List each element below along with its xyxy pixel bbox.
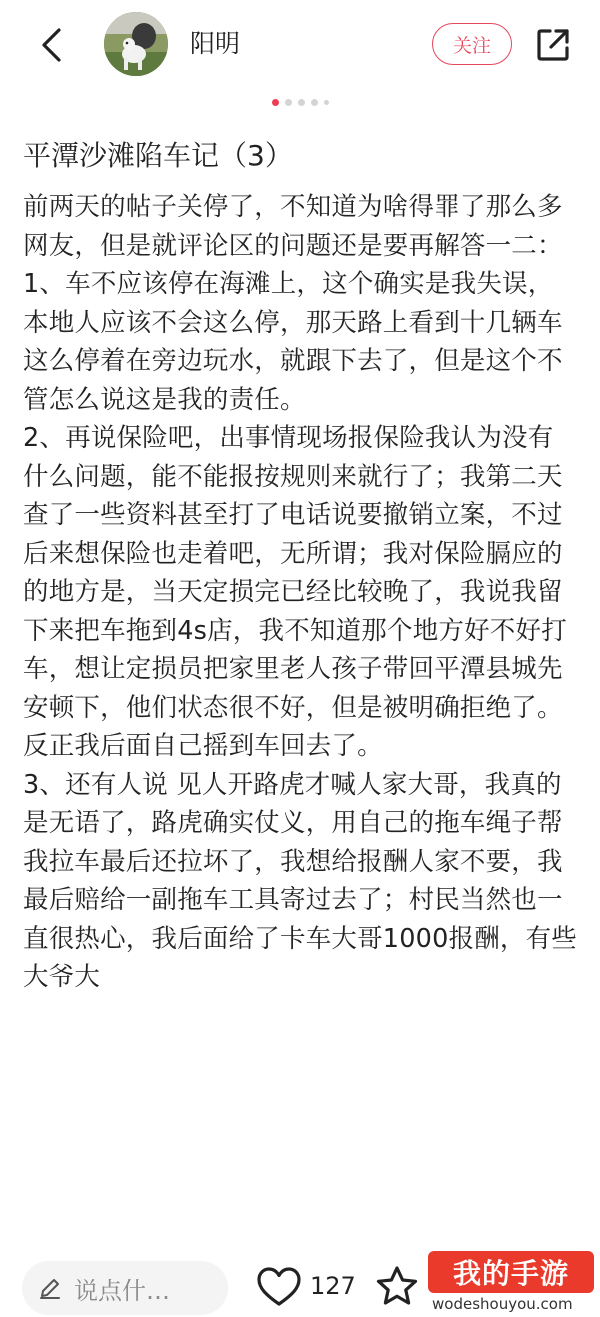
like-count: 127 [310, 1272, 356, 1300]
star-icon [374, 1264, 420, 1310]
carousel-dot [324, 100, 329, 105]
site-watermark [428, 1251, 598, 1317]
follow-button[interactable]: 关注 [432, 23, 512, 65]
post-body [23, 188, 578, 997]
comment-placeholder: 说点什… [74, 1276, 170, 1305]
avatar-photo-icon [104, 12, 168, 76]
author-avatar[interactable] [104, 12, 168, 76]
carousel-indicator [0, 99, 600, 106]
pencil-icon [38, 1275, 64, 1301]
back-button[interactable] [28, 22, 74, 68]
carousel-dot [298, 99, 305, 106]
post-paragraph: 3、还有人说 见人开路虎才喊人家大哥，我真的是无语了，路虎确实仗义，用自己的拖车绳子帮我拉车最后还拉坏了，我想给报酬人家不要，我最后赔给一副拖车工具寄过去了；村民当然也一直很热心，我后面给了卡车大哥1000报酬，有些大爷大 [23, 769, 577, 992]
comment-input[interactable] [22, 1261, 228, 1315]
post-paragraph: 1、车不应该停在海滩上，这个确实是我失误，本地人应该不会这么停，那天路上看到十几辆车这么停着在旁边玩水，就跟下去了，但是这个不管怎么说这是我的责任。 [23, 269, 563, 415]
watermark-badge: 我的手游 [428, 1251, 594, 1293]
share-button[interactable] [530, 22, 576, 68]
heart-icon [256, 1266, 302, 1308]
share-icon [535, 27, 571, 63]
chevron-left-icon [39, 27, 63, 63]
post-paragraph: 前两天的帖子关停了，不知道为啥得罪了那么多网友，但是就评论区的问题还是要再解答一二： [23, 192, 563, 261]
carousel-dot [311, 99, 318, 106]
carousel-dot-active [272, 99, 279, 106]
post-title: 平潭沙滩陷车记（3） [23, 139, 293, 172]
carousel-dot [285, 99, 292, 106]
watermark-url: wodeshouyou.com [432, 1295, 573, 1313]
like-button[interactable] [256, 1266, 302, 1310]
collect-button[interactable] [374, 1264, 420, 1310]
author-name[interactable]: 阳明 [190, 29, 241, 58]
post-paragraph: 2、再说保险吧，出事情现场报保险我认为没有什么问题，能不能报按规则来就行了；我第二天查了一些资料甚至打了电话说要撤销立案，不过后来想保险也走着吧，无所谓；我对保险膈应的的地方是，当天定损完已经比较晚了，我说我留下来把车拖到4s店，我不知道那个地方好不好打车，想让定损员把家里老人孩子带回平潭县城先安顿下，他们状态很不好，但是被明确拒绝了。反正我后面自己摇到车回去了。 [23, 423, 567, 761]
post-header [0, 0, 600, 92]
